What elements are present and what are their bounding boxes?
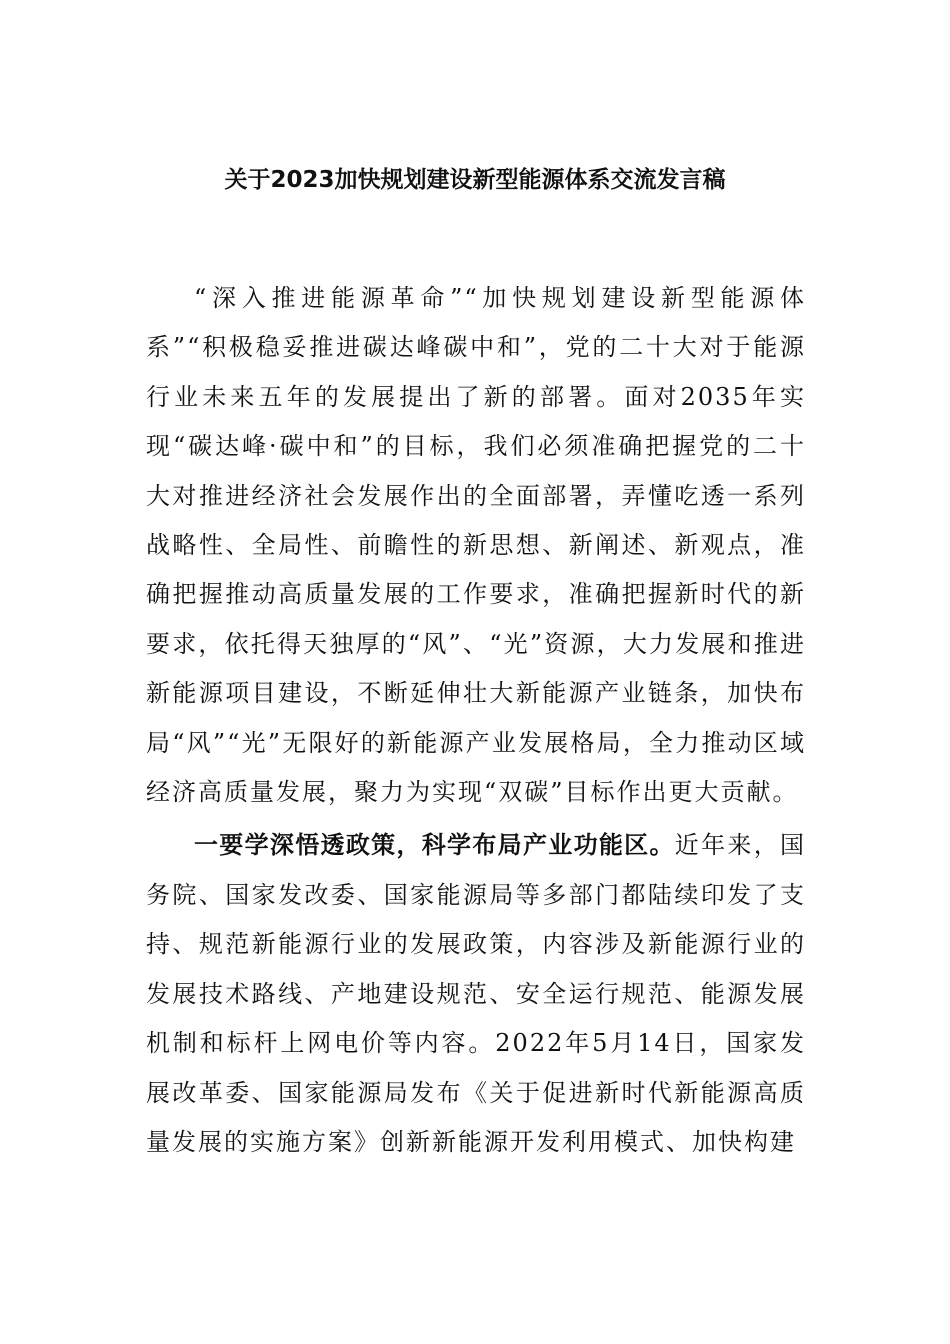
paragraph-lead: 一要学深悟透政策，科学布局产业功能区。	[194, 831, 675, 860]
paragraph-section-1	[146, 821, 806, 1167]
paragraph-intro	[146, 274, 806, 817]
document-body	[146, 274, 806, 1167]
paragraph-text: 近年来，国务院、国家发改委、国家能源局等多部门都陆续印发了支持、规范新能源行业的发展政策，内容涉及新能源行业的发展技术路线、产地建设规范、安全运行规范、能源发展机制和标杆上网电价等内容。2022年5月14日，国家发展改革委、国家能源局发布《关于促进新时代新能源高质量发展的实施方案》创新新能源开发利用模式、加快构建	[146, 831, 806, 1156]
document-title: 关于2023加快规划建设新型能源体系交流发言稿	[224, 167, 726, 193]
paragraph-text: “深入推进能源革命”“加快规划建设新型能源体系”“积极稳妥推进碳达峰碳中和”，党的二十大对于能源行业未来五年的发展提出了新的部署。面对2035年实现“碳达峰·碳中和”的目标，我们必须准确把握党的二十大对推进经济社会发展作出的全面部署，弄懂吃透一系列战略性、全局性、前瞻性的新思想、新阐述、新观点，准确把握推动高质量发展的工作要求，准确把握新时代的新要求，依托得天独厚的“风”、“光”资源，大力发展和推进新能源项目建设，不断延伸壮大新能源产业链条，加快布局“风”“光”无限好的新能源产业发展格局，全力推动区域经济高质量发展，聚力为实现“双碳”目标作出更大贡献。	[146, 284, 806, 807]
